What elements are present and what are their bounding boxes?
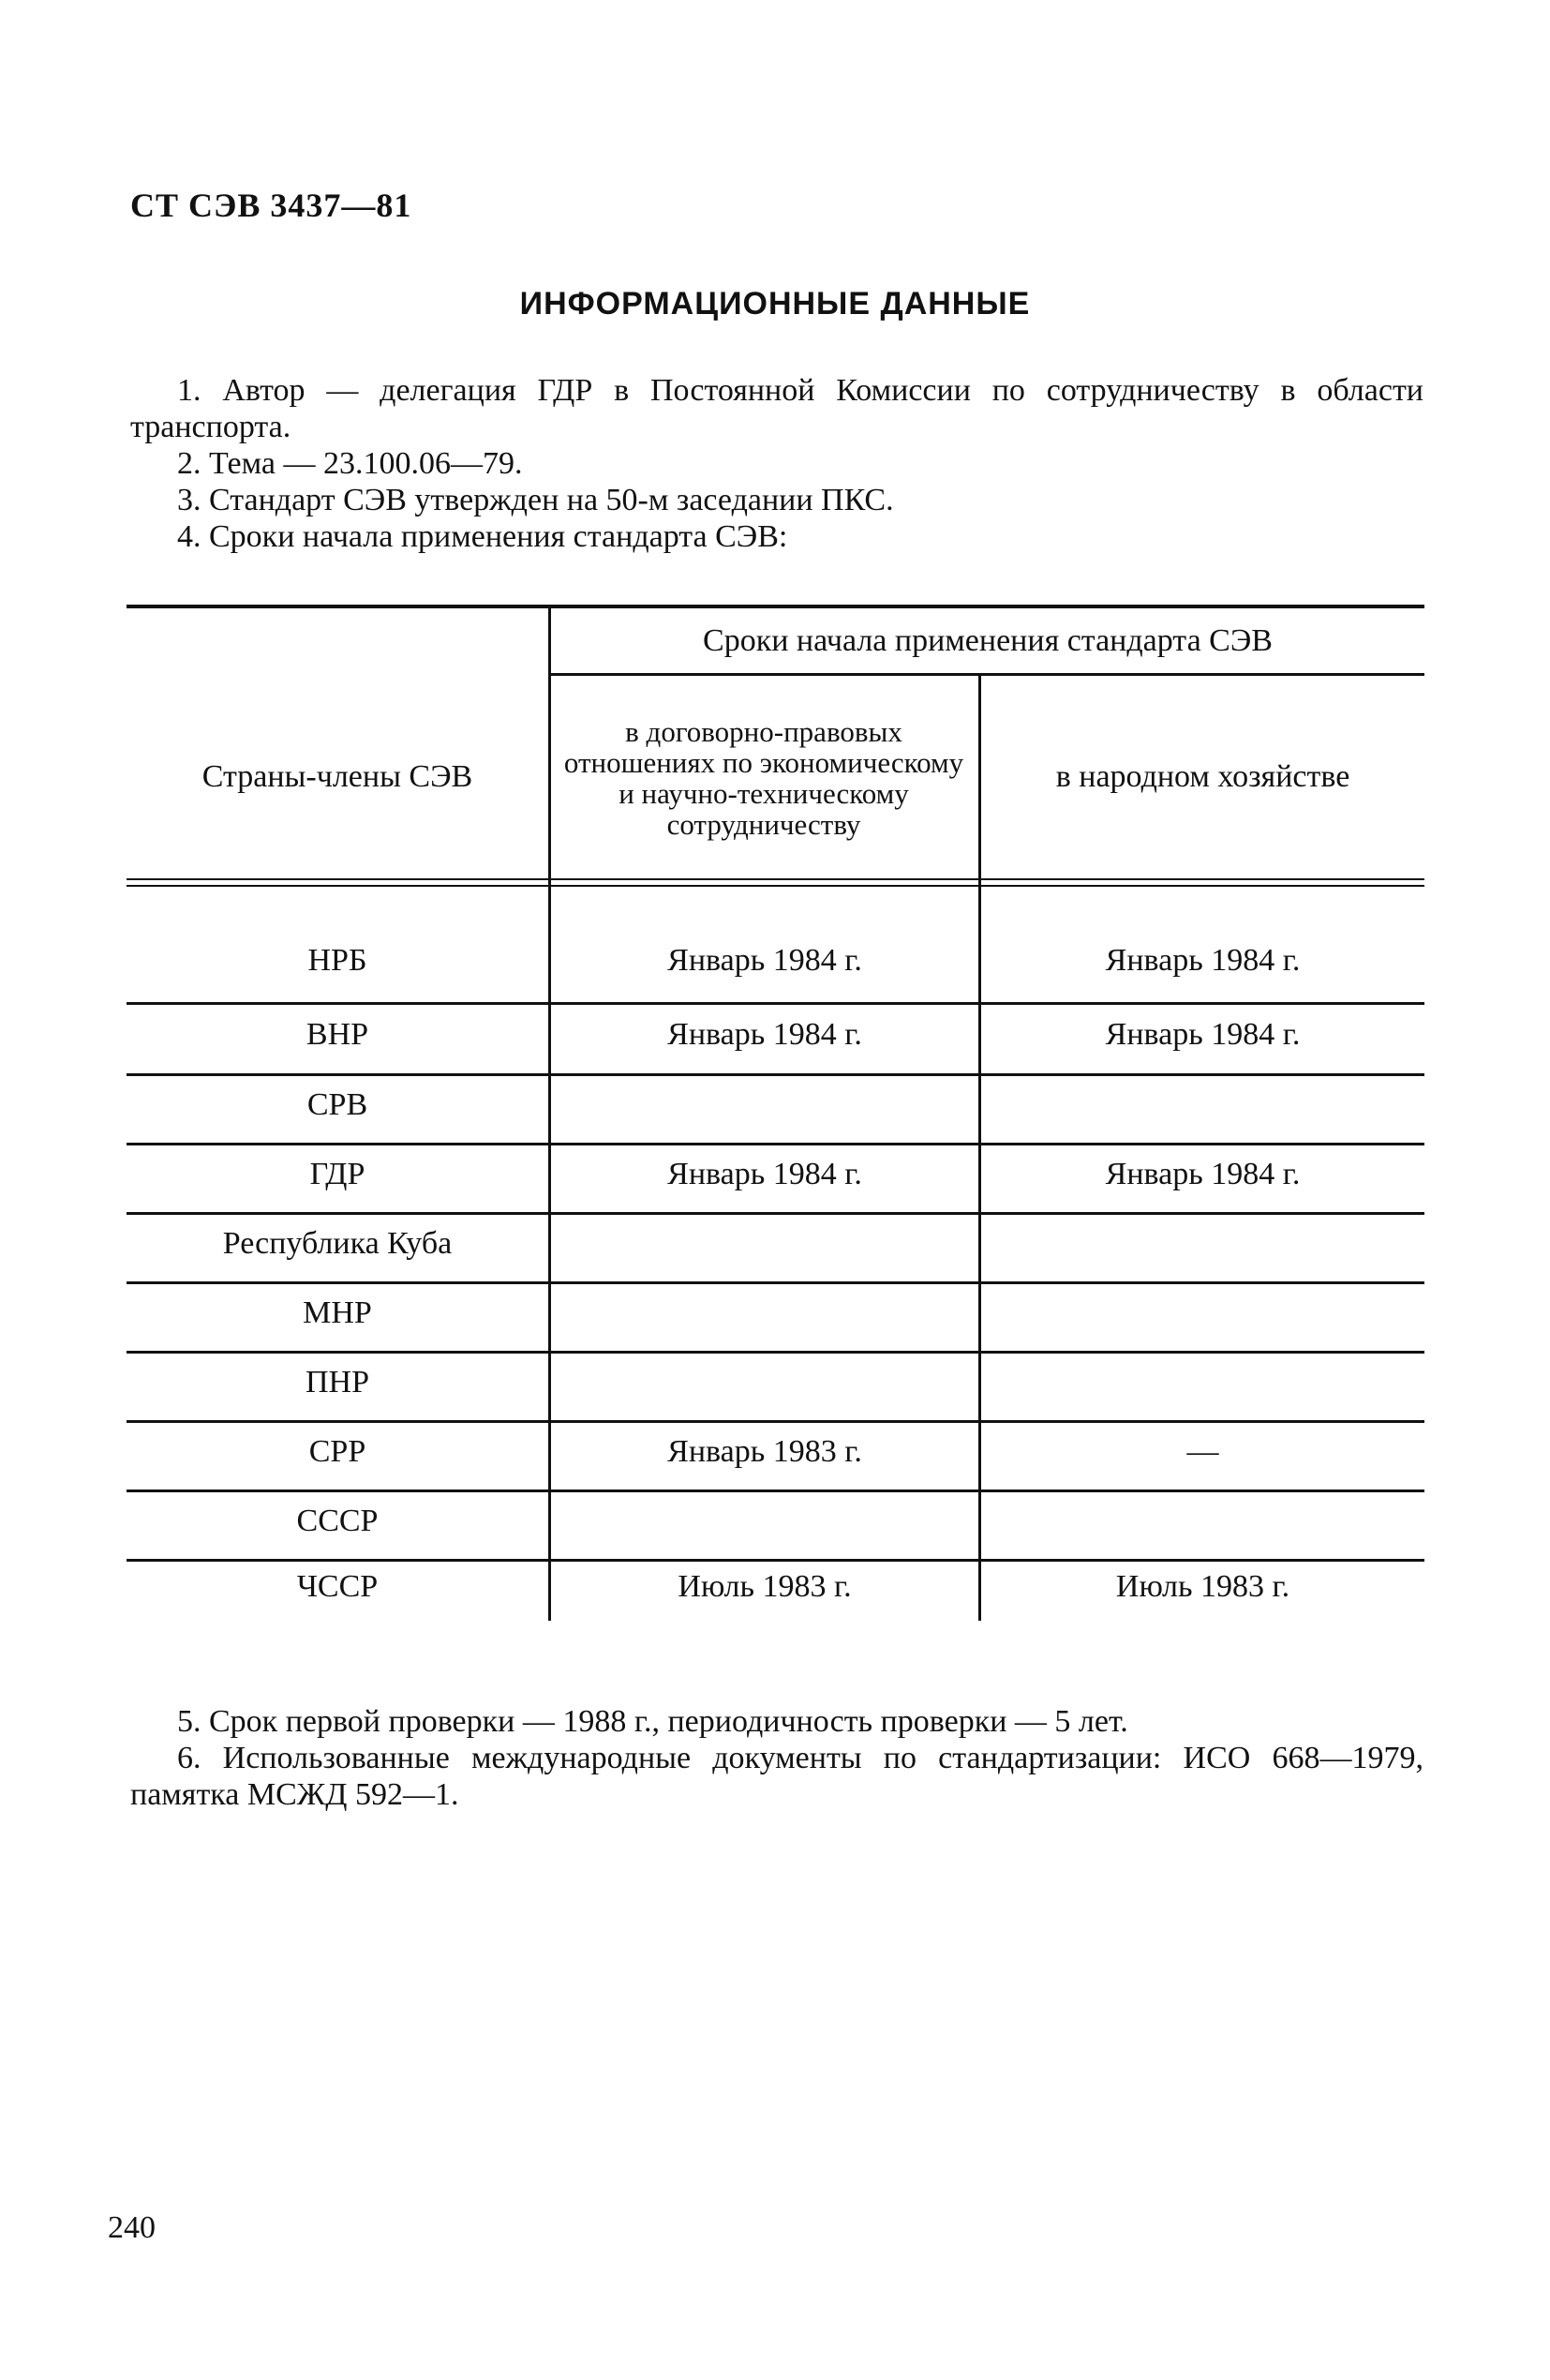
cell-agreements-date: Январь 1984 г. <box>667 943 862 978</box>
cell-economy-date <box>981 1354 1424 1411</box>
cell-agreements-date <box>551 1492 978 1549</box>
cell-country: ВНР <box>306 1016 369 1052</box>
cell-economy-date <box>981 1284 1424 1341</box>
cell-country: СССР <box>296 1503 379 1538</box>
cell-country: ГДР <box>309 1156 365 1191</box>
cell-economy-date <box>981 1215 1424 1272</box>
cell-agreements-date: Июль 1983 г. <box>678 1568 852 1604</box>
cell-agreements-date <box>551 1284 978 1341</box>
cell-agreements-date: Январь 1983 г. <box>667 1433 862 1469</box>
header-group: Сроки начала применения стандарта СЭВ <box>703 622 1273 658</box>
cell-agreements-date: Январь 1984 г. <box>667 1016 862 1052</box>
cell-economy-date <box>981 1076 1424 1133</box>
cell-economy-date: Январь 1984 г. <box>1105 1156 1301 1191</box>
cell-economy-date <box>981 1492 1424 1549</box>
cell-economy-date: Июль 1983 г. <box>1115 1568 1290 1604</box>
cell-agreements-date: Январь 1984 г. <box>667 1156 862 1191</box>
cell-agreements-date <box>551 1354 978 1411</box>
header-countries: Страны-члены СЭВ <box>201 758 473 794</box>
cell-country: НРБ <box>307 943 367 978</box>
header-bottom-rule-1 <box>127 878 1424 880</box>
cell-agreements-date <box>551 1215 978 1272</box>
info-item-6: 6. Использованные международные документы по стандартизации: ИСО 668—1979, памятка МСЖД 592—1. <box>130 1741 1423 1812</box>
cell-agreements-date <box>551 1076 978 1133</box>
cell-economy-date: — <box>1186 1433 1219 1469</box>
cell-country: ПНР <box>305 1364 370 1400</box>
cell-country: СРР <box>308 1433 366 1469</box>
cell-economy-date: Январь 1984 г. <box>1105 1016 1301 1052</box>
cell-country: ЧССР <box>296 1568 379 1604</box>
cell-country: Республика Куба <box>222 1225 453 1261</box>
info-item-4: 4. Сроки начала применения стандарта СЭВ: <box>177 519 788 554</box>
page-number: 240 <box>108 2210 156 2245</box>
info-item-1: 1. Автор — делегация ГДР в Постоянной Комиссии по сотрудничеству в области транспорта. <box>130 373 1423 444</box>
header-bottom-rule-2 <box>127 885 1424 887</box>
info-item-3: 3. Стандарт СЭВ утвержден на 50-м заседании ПКС. <box>177 483 894 517</box>
cell-country: СРВ <box>306 1086 368 1122</box>
info-item-2: 2. Тема — 23.100.06—79. <box>177 446 523 481</box>
cell-economy-date: Январь 1984 г. <box>1105 943 1301 978</box>
info-item-5: 5. Срок первой проверки — 1988 г., периодичность проверки — 5 лет. <box>177 1704 1128 1739</box>
header-col-economy: в народном хозяйстве <box>1055 758 1350 794</box>
document-code: СТ СЭВ 3437—81 <box>130 187 412 224</box>
section-title: ИНФОРМАЦИОННЫЕ ДАННЫЕ <box>519 286 1031 322</box>
header-col-agreements: в договорно-правовых отношениях по экономическому и научно-техническому сотрудничеству <box>563 714 964 841</box>
cell-country: МНР <box>303 1295 372 1330</box>
